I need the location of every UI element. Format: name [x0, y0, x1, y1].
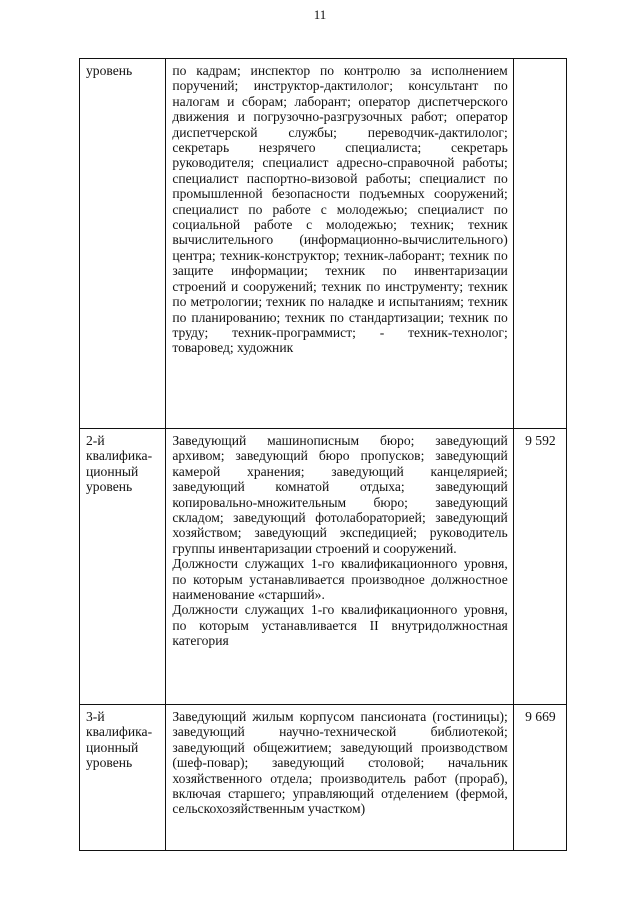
qualification-level-cell: 3-й квалифика-ционный уровень	[80, 705, 166, 851]
qualification-table	[79, 58, 567, 851]
positions-cell	[166, 705, 513, 851]
qualification-level-cell: 2-й квалифика-ционный уровень	[80, 429, 166, 705]
salary-cell: 9 592	[513, 429, 566, 705]
salary-cell: 9 669	[513, 705, 566, 851]
page-number: 11	[313, 7, 327, 22]
table-row	[80, 705, 567, 851]
table-row	[80, 59, 567, 429]
positions-paragraph: Заведующий машинописным бюро; заведующий архивом; заведующий бюро пропусков; заведующий камерой хранения; заведующий канцелярией; заведующий комнатой отдыха; заведующий копировально-множительным бюро; заведующий складом; заведующий фотолабораторией; заведующий хозяйством; заведующий экспедицией; руководитель группы инвентаризации строений и сооружений.	[172, 433, 508, 556]
positions-paragraph: Заведующий жилым корпусом пансионата (гостиницы); заведующий научно-технической библиотекой; заведующий общежитием; заведующий производством (шеф-повар); заведующий столовой; начальник хозяйственного отдела; производитель работ (прораб), включая старшего; управляющий отделением (фермой, сельскохозяйственным участком)	[172, 709, 508, 817]
qualification-level-cell: уровень	[80, 59, 166, 429]
positions-cell	[166, 429, 513, 705]
salary-cell	[513, 59, 566, 429]
positions-paragraph: по кадрам; инспектор по контролю за исполнением поручений; инструктор-дактилолог; консультант по налогам и сборам; лаборант; оператор диспетчерского движения и погрузочно-разгрузочных работ; оператор диспетчерской службы; переводчик-дактилолог; секретарь незрячего специалиста; секретарь руководителя; специалист адресно-справочной работы; специалист паспортно-визовой работы; специалист по промышленной безопасности подъемных сооружений; специалист по работе с молодежью; специалист по социальной работе с молодежью; техник; техник вычислительного (информационно-вычислительного) центра; техник-конструктор; техник-лаборант; техник по защите информации; техник по инвентаризации строений и сооружений; техник по инструменту; техник по метрологии; техник по наладке и испытаниям; техник по планированию; техник по стандартизации; техник по труду; техник-программист; - техник-технолог; товаровед; художник	[172, 63, 508, 356]
positions-paragraph: Должности служащих 1-го квалификационного уровня, по которым устанавливается производное должностное наименование «старший».	[172, 556, 508, 603]
positions-paragraph: Должности служащих 1-го квалификационного уровня, по которым устанавливается II внутридолжностная категория	[172, 602, 508, 649]
table-row	[80, 429, 567, 705]
positions-cell	[166, 59, 513, 429]
